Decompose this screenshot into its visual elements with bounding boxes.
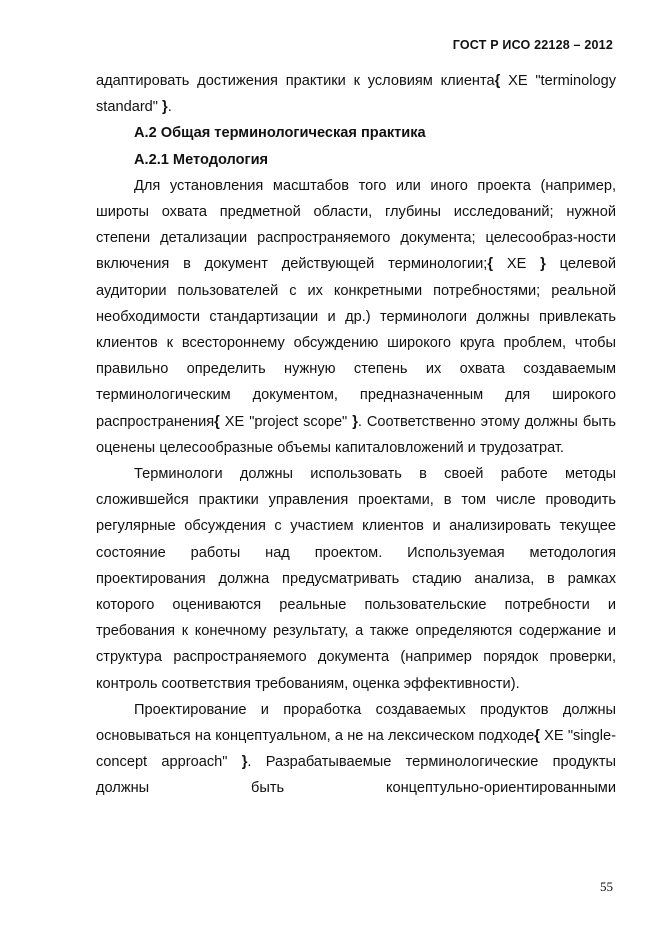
index-field-code: XE "project scope" [219, 413, 353, 430]
index-field-code: XE "single-concept approach" [96, 728, 617, 771]
field-code-open-brace: { [534, 728, 540, 745]
paragraph-scope [96, 173, 616, 461]
index-field-code: XE "terminology standard" [96, 73, 616, 116]
page-number: 55 [600, 879, 613, 894]
paragraph-text: . Разрабатываемые терминологические продукты должны быть концептульно-ориентированными [96, 754, 616, 797]
index-field-code: XE [493, 256, 541, 273]
standard-header: ГОСТ Р ИСО 22128 – 2012 [452, 38, 613, 52]
field-code-close-brace: } [540, 256, 546, 273]
field-code-close-brace: } [162, 99, 168, 116]
subsection-heading: А.2.1 Методология [134, 151, 269, 168]
paragraph-text: . [167, 99, 172, 116]
section-heading: А.2 Общая терминологическая практика [134, 125, 426, 142]
field-code-open-brace: { [487, 256, 494, 273]
paragraph-text: Проектирование и проработка создаваемых продуктов должны основываться на концептуальном, а не на лексическом подходе [96, 701, 616, 745]
document-body [96, 68, 616, 802]
field-code-close-brace: } [241, 754, 248, 771]
paragraph-methods: Терминологи должны использовать в своей работе методы сложившейся практики управления проектами, в том числе проводить регулярные обсуждения с участием клиентов и анализировать текущее состояние работы над проектом. Используемая методология проектирования должна предусматривать стадию анализа, в рамках которого оцениваются реальные пользовательские потребности и требования к конечному результату, а также определяются содержание и структура распространяемого документа (например порядок проверки, контроль соответствия требованиям, оценка эффективности). [96, 466, 616, 692]
field-code-open-brace: { [214, 413, 220, 430]
paragraph-text: Для установления масштабов того или иного проекта (например, широты охвата предметной области, глубины исследований; нужной степени детализации распространяемого документа; целесообраз-ности включения в документ действующей терминологии; [96, 177, 616, 273]
paragraph-text: . Соответственно этому должны быть оценены целесообразные объемы капиталовложений и трудозатрат. [96, 413, 616, 456]
field-code-close-brace: } [352, 413, 358, 430]
paragraph-text: адаптировать достижения практики к условиям клиента [96, 73, 495, 89]
paragraph-continuation [96, 68, 616, 120]
paragraph-design [96, 697, 616, 802]
field-code-open-brace: { [494, 73, 501, 89]
paragraph-text: целевой аудитории пользователей с их конкретными потребностями; реальной необходимости стандартизации и др.) терминологи должны привлекать клиентов к всестороннему обсуждению широкого круга проблем, чтобы правильно определить нужную степень их охвата создаваемым терминологическим документом, предназначенным для широкого распространения [96, 256, 616, 430]
